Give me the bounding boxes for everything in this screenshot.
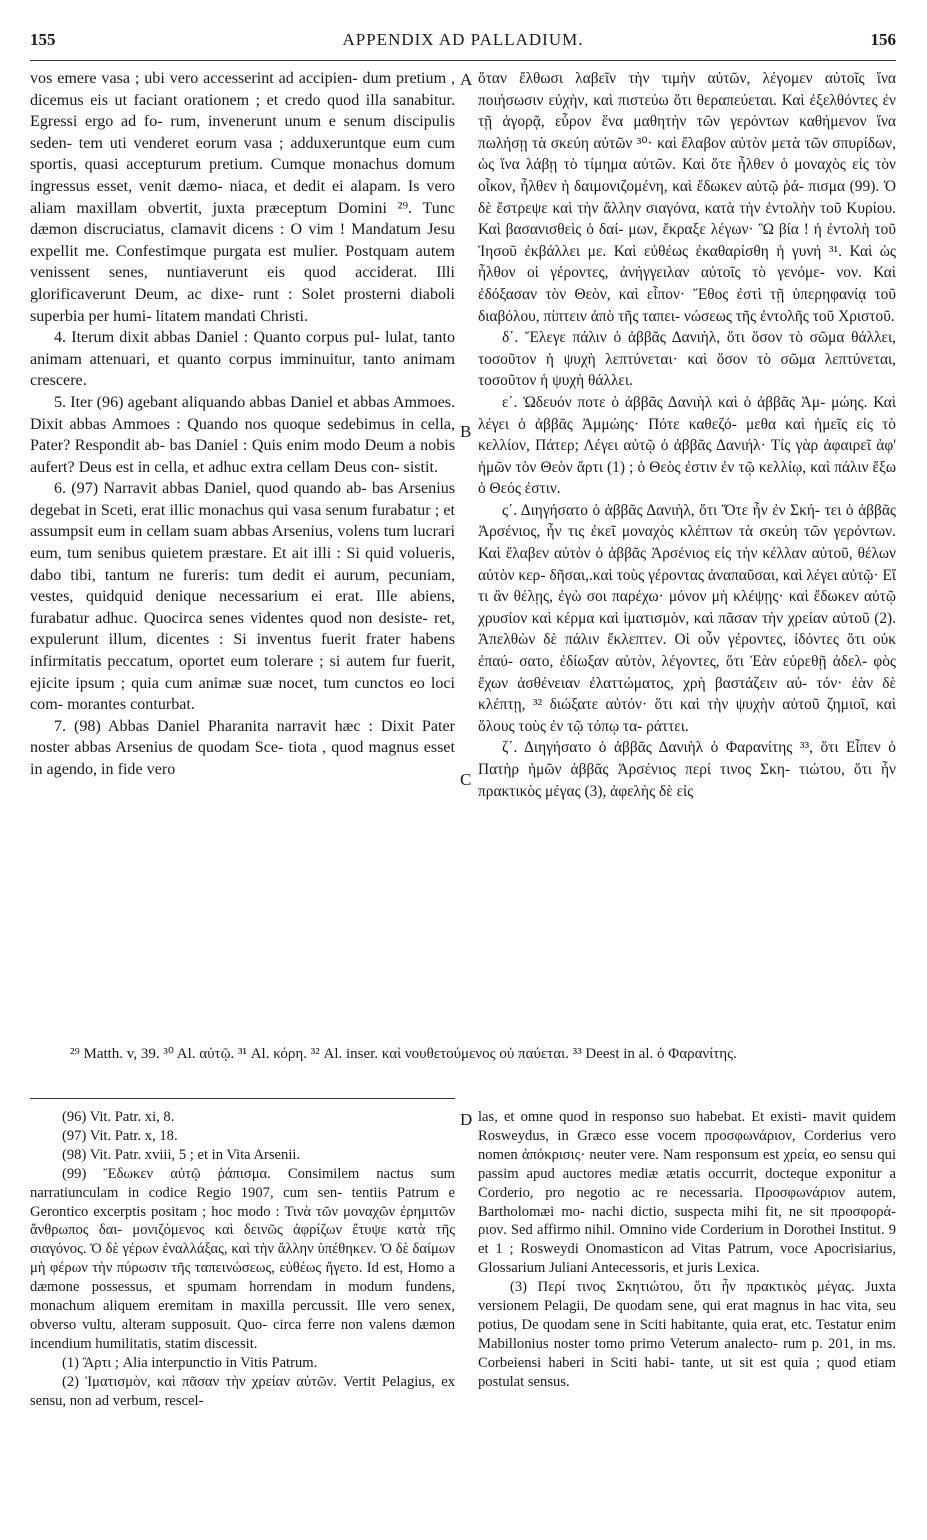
note: (96) Vit. Patr. xi, 8.	[62, 1109, 175, 1125]
latin-paragraph: 7. (98) Abbas Daniel Pharanita narravit hæc : Dixit Pater noster abbas Arsenius de quodam Sce- tiota , quod magnus esset in agendo, in fide vero	[30, 717, 455, 778]
greek-paragraph: δ΄. Ἔλεγε πάλιν ὁ ἀββᾶς Δανιὴλ, ὅτι ὅσον τὸ σῶμα θάλλει, τοσοῦτον ἡ ψυχὴ λεπτύνεται· καὶ ὅσον τὸ σῶμα λεπτύνεται, τοσοῦτον ἡ ψυχὴ θάλλει.	[478, 329, 896, 390]
greek-paragraph: ε΄. Ὡδευόν ποτε ὁ ἀββᾶς Δανιὴλ καὶ ὁ ἀββᾶς Ἀμ- μώης. Καὶ λέγει ὁ ἀββᾶς Ἀμμώης· Πότε καθεζό- μεθα καὶ ἡμεῖς εἰς τὸ κελλίον, Πάτερ; Λέγει αὐτῷ ὁ ἀββᾶς Δανιήλ· Τίς γὰρ ἀφαιρεῖ ἀφ' ἡμῶν τὸν Θεὸν ἄρτι (1) ; ὁ Θεὸς ἐστιν ἐν τῷ κελλίῳ, καὶ πάλιν ἔξω ὁ Θεός ἐστιν.	[478, 393, 896, 498]
variant-footnotes-text: ²⁹ Matth. v, 39. ³⁰ Al. αὐτῷ. ³¹ Al. κόρη. ³² Al. inser. καὶ νουθετούμενος οὐ παύεται. ³³ Deest in al. ὁ Φαρανίτης.	[70, 1046, 737, 1062]
note: las, et omne quod in responso suo habebat. Et existi- mavit quidem Rosweydus, in Græco esse vocem προσφωνάριον, Corderius vero nomen ἀπόκρισις· neuter vere. Nam responsum est χρεία, eo sensu qui passim apud auctores mediæ ætatis occurrit, docteque exponitur a Corderio, pro negotio ac re necessaria. Προσφωνάριον autem, Bartholomæi mo- nachi dictio, suspecta mihi fit, ne sit προσφορά- ριον. Sed affirmo nihil. Omnino vide Corderium in Dorothei Institut. 9 et 1 ; Rosweydi Onomasticon ad Vitas Patrum, voce Apocrisiarius, Glossarium Juliani Antecessoris, et juris Lexica.	[478, 1109, 896, 1277]
note: (99) Ἔδωκεν αὐτῷ ῥάπισμα. Consimilem nactus sum narratiunculam in codice Regio 1907, cum sen- tentiis Patrum e Gerontico excerptis positam ; hoc modo : Τινὰ τῶν μοναχῶν ἐρημιτῶν ἄνθρωπος δαι- μονιζόμενος καὶ δεινῶς ἀφρίζων ἔτυψε κατὰ τῆς σιαγόνος. Ὁ δὲ γέρων ἐναλλάξας, καὶ τὴν ἄλλην ὑπέθηκεν. Ὁ δὲ δαίμων μὴ φέρων τὴν πύρωσιν τῆς ταπεινώσεως, εὐθέως ἤγετο. Id est, Homo a dæmone possessus, et spumam horrendam in modum fundens, monachum aliquem eremitam in maxilla percussit. Ille vero senex, obverso vultu, alteram supposuit. Quo- circa ferre non valens dæmon incendium humilitatis, statim discessit.	[30, 1165, 455, 1352]
running-header	[30, 26, 896, 56]
running-title: APPENDIX AD PALLADIUM.	[342, 30, 584, 49]
notes-right-column	[478, 1108, 896, 1392]
variant-footnotes	[30, 1045, 896, 1064]
note: (3) Περί τινος Σκητιώτου, ὅτι ἦν πρακτικὸς μέγας. Juxta versionem Pelagii, De quodam sene, qui erat magnus in hac vita, seu potius, De quodam sene in Sciti habitante, quia erat, etc. Testatur enim Mabillonius noster tomo primo Veterum analecto- rum p. 201, in ms. Corbeiensi haberi in Sciti habi- tante, ut sit est quia ; quod etiam postulat sensus.	[478, 1279, 896, 1390]
latin-paragraph: 5. Iter (96) agebant aliquando abbas Daniel et abbas Ammoes. Dixit abbas Ammoes : Quando nos quoque sedebimus in cella, Pater? Respondit ab- bas Daniel : Quis enim modo Deum a nobis aufert? Deus est in cella, et adhuc extra cellam Deus con- sistit.	[30, 393, 455, 476]
latin-column	[30, 68, 455, 781]
page-number-right: 156	[870, 30, 896, 49]
column-marker-a: A	[460, 70, 473, 89]
greek-paragraph: ζ΄. Διηγήσατο ὁ ἀββᾶς Δανιὴλ ὁ Φαρανίτης ³³, ὅτι Εἶπεν ὁ Πατὴρ ἡμῶν ἀββᾶς Ἀρσένιος περί τινος Σκη- τιώτου, ὅτι ἦν πρακτικὸς μέγας (3), ἀφελὴς δὲ εἰς	[478, 739, 896, 800]
note: (2) Ἱματισμὸν, καὶ πᾶσαν τὴν χρείαν αὐτῶν. Vertit Pelagius, ex sensu, non ad verbum, rescel-	[30, 1373, 455, 1409]
latin-paragraph: vos emere vasa ; ubi vero accesserint ad accipien- dum pretium , dicemus eis ut faciant orationem ; et credo quod illa sanabitur. Egressi ergo ad fo- rum, invenerunt unum e senum discipulis seden- tem uti venderet eorum vasa ; adduxeruntque eum cum sportis, quasi accepturum pretium. Cumque monachus domum ingressus esset, venit dæmo- niaca, et dedit ei alapam. Is vero aliam maxillam obvertit, juxta præceptum Domini ²⁹. Tunc dæmon discruciatus, clamavit dicens : O vim ! Mandatum Jesu expellit me. Confestimque purgata est mulier. Postquam autem venissent senes, nuntiaverunt eis quod acciderat. Illi glorificaverunt Deum, ac dixe- runt : Solet prosterni diaboli superbia per humi- litatem mandati Christi.	[30, 70, 455, 325]
column-marker-d: D	[460, 1110, 473, 1129]
greek-paragraph: ὅταν ἔλθωσι λαβεῖν τὴν τιμὴν αὐτῶν, λέγομεν αὐτοῖς ἵνα ποιήσωσιν εὐχὴν, καὶ πιστεύω ὅτι θεραπεύεται. Καὶ ἐξελθόντες ἐν τῇ ἀγορᾷ, εὗρον ἕνα μαθητὴν τῶν γερόντων καθήμενον ἵνα πωλήσῃ τὰ σκεύη αὐτῶν ³⁰· καὶ ἔλαβον αὐτὸν μετὰ τῶν σπυρίδων, ὡς ἵνα λάβῃ τὸ τίμημα αὐτῶν. Καὶ ὅτε ἦλθεν ὁ μοναχὸς εἰς τὸν οἶκον, ἦλθεν ἡ δαιμονιζομένη, καὶ ἔδωκεν αὐτῷ ῥά- πισμα (99). Ὁ δὲ ἔστρεψε καὶ τὴν ἄλλην σιαγόνα, κατὰ τὴν ἐντολὴν τοῦ Κυρίου. Καὶ βασανισθεὶς ὁ δαί- μων, ἔκραξε λέγων· Ὢ βία ! ἡ ἐντολὴ τοῦ Ἰησοῦ ἐκβάλλει με. Καὶ εὐθέως ἐκαθαρίσθη ἡ γυνή ³¹. Καὶ ὡς ἦλθον οἱ γέροντες, ἀνήγγειλαν αὐτοῖς τὸ γενόμε- νον. Καὶ ἐδόξασαν τὸν Θεὸν, καὶ εἶπον· Ἔθος ἐστὶ τῇ ὑπερηφανίᾳ τοῦ διαβόλου, πίπτειν ἀπὸ τῆς ταπει- νώσεως τῆς ἐντολῆς τοῦ Χριστοῦ.	[478, 70, 896, 325]
greek-column	[478, 68, 896, 802]
latin-paragraph: 4. Iterum dixit abbas Daniel : Quanto corpus pul- lulat, tanto animam attenuari, et quanto corpus imminuitur, tanto animam crescere.	[30, 329, 455, 390]
notes-rule	[30, 1098, 455, 1099]
latin-paragraph: 6. (97) Narravit abbas Daniel, quod quando ab- bas Arsenius degebat in Sceti, erat illic monachus qui vasa senum furabatur ; et assumpsit eum in cellam suam abbas Arsenius, volens tum lucrari eum, tum senibus quietem præstare. Et ait illi : Si quid volueris, dabo tibi, tantum ne fureris: tum dedit ei aurum, pecuniam, vestes, quidquid denique necessarium ei erat. Ille abiens, furabatur adhuc. Quocirca senes videntes quod non desiste- ret, expulerunt illum, dicentes : Si inventus fuerit frater habens infirmitatis peccatum, oportet eum tolerare ; si autem fur fuerit, ejicite ipsum ; quia cum animæ suæ nocet, tum cunctos eo loci com- morantes conturbat.	[30, 480, 455, 714]
page-number-left: 155	[30, 30, 56, 49]
column-marker-b: B	[460, 422, 472, 441]
header-rule	[30, 60, 896, 61]
notes-left-column	[30, 1108, 455, 1411]
column-marker-c: C	[460, 770, 472, 789]
note: (98) Vit. Patr. xviii, 5 ; et in Vita Arsenii.	[62, 1146, 301, 1163]
note: (97) Vit. Patr. x, 18.	[62, 1127, 178, 1144]
note: (1) Ἄρτι ; Alia interpunctio in Vitis Patrum.	[62, 1354, 318, 1371]
greek-paragraph: ς΄. Διηγήσατο ὁ ἀββᾶς Δανιὴλ, ὅτι Ὅτε ἦν ἐν Σκή- τει ὁ ἀββᾶς Ἀρσένιος, ἦν τις ἐκεῖ μοναχὸς κλέπτων τὰ σκεύη τῶν γερόντων. Καὶ ἔλαβεν αὐτὸν ὁ ἀββᾶς Ἀρσένιος εἰς τὴν κέλλαν αὐτοῦ, θέλων αὐτὸν κερ- δῆσαι,.καὶ τοὺς γέροντας ἀναπαῦσαι, καὶ λέγει αὐτῷ· Εἴ τι ἂν θέλῃς, ἐγὼ σοι παρέχω· μόνον μὴ κλέψῃς· καὶ ἔδωκεν αὐτῷ χρυσίον καὶ κέρμα καὶ ἱματισμὸν, καὶ πᾶσαν τὴν χρείαν αὐτοῦ (2). Ἀπελθὼν δὲ πάλιν ἔκλεπτεν. Οἱ οὖν γέροντες, ἰδόντες ὅτι οὐκ ἐπαύ- σατο, ἐδίωξαν αὐτὸν, λέγοντες, ὅτι Ἐὰν εὑρεθῇ ἀδελ- φὸς ἔχων ἀσθένειαν ἐλαττώματος, χρὴ βαστάζειν αὐ- τόν· ἐὰν δὲ κλέπτῃ, ³² διώξατε αὐτόν· ὅτι καὶ τὴν ψυχὴν αὐτοῦ ζημιοῖ, καὶ ὅλους τοὺς ἐν τῷ τόπῳ τα- ράττει.	[478, 501, 896, 735]
